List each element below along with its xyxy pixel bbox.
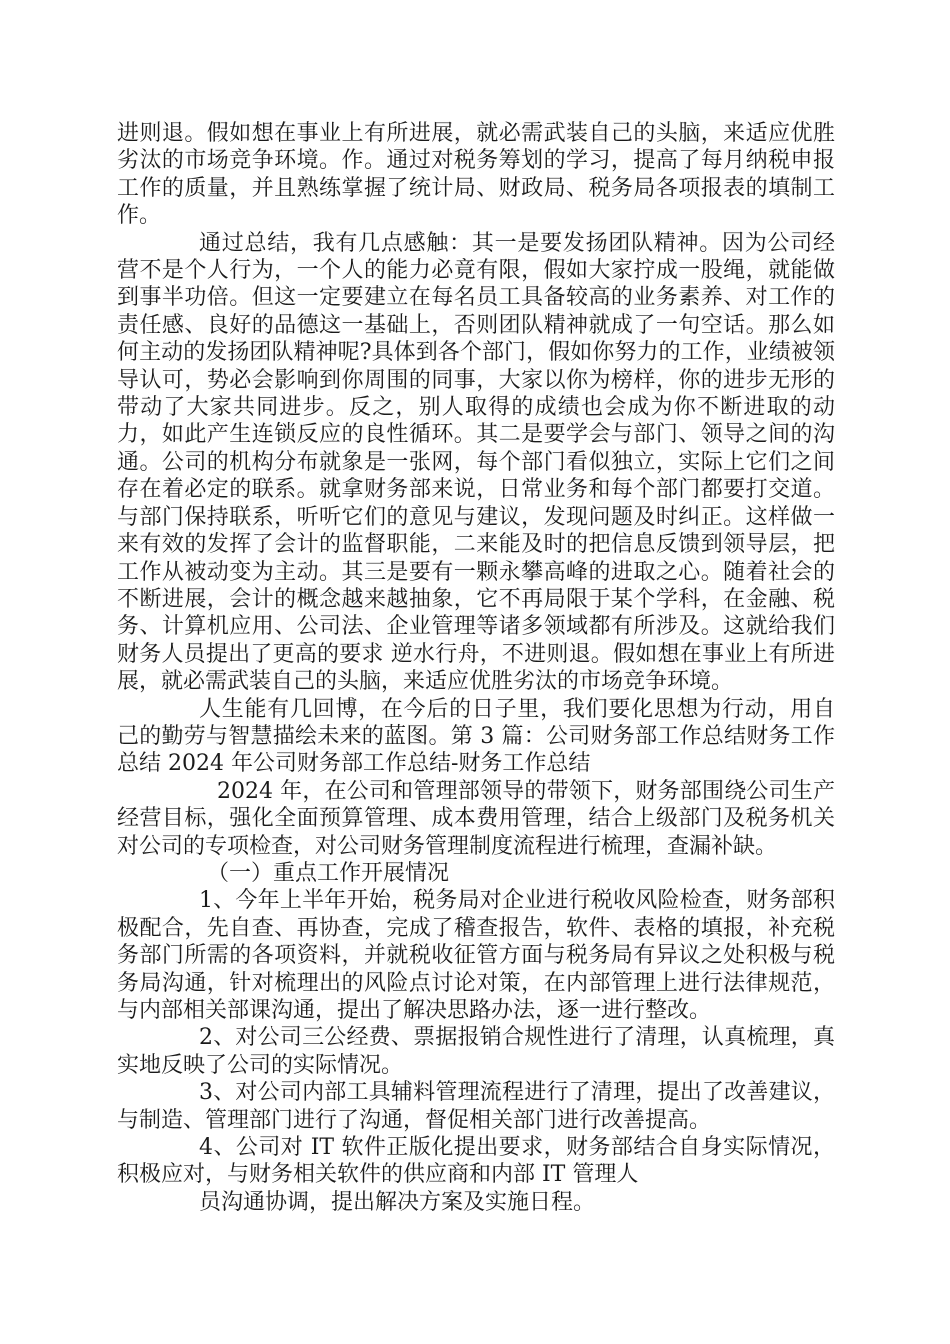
paragraph-item-2: 2、对公司三公经费、票据报销合规性进行了清理，认真梳理，真实地反映了公司的实际情况。	[117, 1025, 835, 1078]
paragraph-item-4-continued: 员沟通协调，提出解决方案及实施日程。	[199, 1189, 596, 1215]
paragraph-3: 人生能有几回博，在今后的日子里，我们要化思想为行动，用自己的勤劳与智慧描绘未来的蓝图。第 3 篇：公司财务部工作总结财务工作总结 2024 年公司财务部工作总结-财务工作总结	[117, 696, 835, 777]
paragraph-item-4: 4、公司对 IT 软件正版化提出要求，财务部结合自身实际情况，积极应对，与财务相关软件的供应商和内部 IT 管理人	[117, 1135, 835, 1188]
paragraph-1: 进则退。假如想在事业上有所进展，就必需武装自己的头脑，来适应优胜劣汰的市场竞争环境。作。通过对税务筹划的学习，提高了每月纳税申报工作的质量，并且熟练掌握了统计局、财政局、税务局各项报表的填制工作。	[117, 121, 835, 229]
paragraph-item-3: 3、对公司内部工具辅料管理流程进行了清理，提出了改善建议，与制造、管理部门进行了沟通，督促相关部门进行改善提高。	[117, 1080, 835, 1133]
paragraph-2: 通过总结，我有几点感触：其一是要发扬团队精神。因为公司经营不是个人行为，一个人的能力必竟有限，假如大家拧成一股绳，就能做到事半功倍。但这一定要建立在每名员工具备较高的业务素养、对工作的责任感、良好的品德这一基础上，否则团队精神就成了一句空话。那么如何主动的发扬团队精神呢?具体到各个部门，假如你努力的工作，业绩被领导认可，势必会影响到你周围的同事，大家以你为榜样，你的进步无形的带动了大家共同进步。反之，别人取得的成绩也会成为你不断进取的动力，如此产生连锁反应的良性循环。其二是要学会与部门、领导之间的沟通。公司的机构分布就象是一张网，每个部门看似独立，实际上它们之间存在着必定的联系。就拿财务部来说，日常业务和每个部门都要打交道。与部门保持联系，听听它们的意见与建议，发现问题及时纠正。这样做一来有效的发挥了会计的监督职能，二来能及时的把信息反馈到领导层，把工作从被动变为主动。其三是要有一颗永攀高峰的进取之心。随着社会的不断进展，会计的概念越来越抽象，它不再局限于某个学科，在金融、税务、计算机应用、公司法、企业管理等诸多领域都有所涉及。这就给我们财务人员提出了更高的要求 逆水行舟，不进则退。假如想在事业上有所进展，就必需武装自己的头脑，来适应优胜劣汰的市场竞争环境。	[117, 230, 835, 695]
paragraph-item-1: 1、今年上半年开始，税务局对企业进行税收风险检查，财务部积极配合，先自查、再协查，完成了稽查报告，软件、表格的填报，补充税务部门所需的各项资料，并就税收征管方面与税务局有异议之处积极与税务局沟通，针对梳理出的风险点讨论对策，在内部管理上进行法律规范，与内部相关部课沟通，提出了解决思路办法，逐一进行整改。	[117, 888, 835, 1023]
section-heading-key-work: （一）重点工作开展情况	[207, 860, 450, 886]
document-body	[117, 120, 835, 1216]
paragraph-4: 2024 年，在公司和管理部领导的带领下，财务部围绕公司生产经营目标，强化全面预算管理、成本费用管理，结合上级部门及税务机关对公司的专项检查，对公司财务管理制度流程进行梳理，查漏补缺。	[117, 778, 835, 859]
